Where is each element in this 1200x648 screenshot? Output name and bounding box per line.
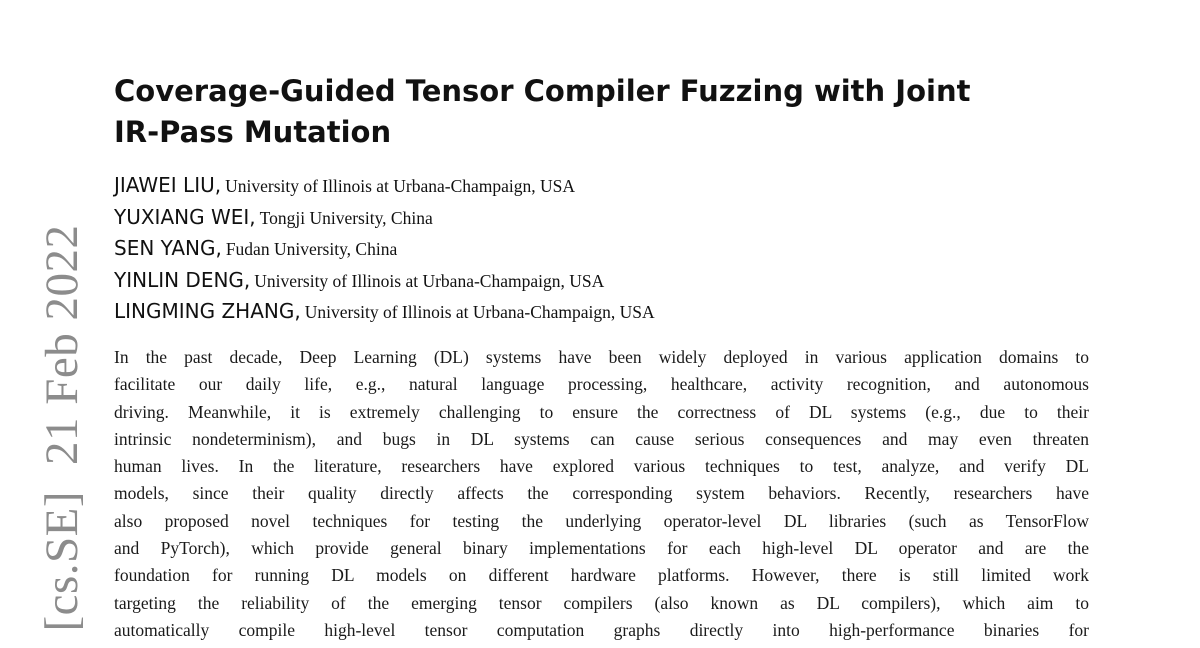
abstract-line: models, since their quality directly affects the corresponding system behaviors. Recently, researchers have <box>114 483 1089 504</box>
author-affiliation: Fudan University, China <box>225 239 398 260</box>
author-entry <box>114 296 655 328</box>
abstract-line: targeting the reliability of the emerging tensor compilers (also known as DL compilers), which aim to <box>114 592 1089 613</box>
abstract-line: foundation for running DL models on different hardware platforms. However, there is still limited work <box>114 565 1089 586</box>
abstract-line: In the past decade, Deep Learning (DL) systems have been widely deployed in various application domains to <box>114 347 1089 367</box>
author-affiliation: Tongji University, China <box>259 207 433 228</box>
author-entry <box>114 265 655 297</box>
author-affiliation: University of Illinois at Urbana-Champaign, USA <box>254 270 605 291</box>
title-line: IR-Pass Mutation <box>114 115 392 149</box>
paper-title <box>114 71 1014 153</box>
arxiv-category: [cs.SE] <box>36 490 88 632</box>
author-entry <box>114 202 655 234</box>
arxiv-date: 21 Feb 2022 <box>36 224 88 465</box>
author-name: LINGMING ZHANG, <box>114 299 301 324</box>
author-name: YUXIANG WEI, <box>114 204 256 229</box>
abstract-line: automatically compile high-level tensor computation graphs directly into high-performance binaries for <box>114 619 1089 640</box>
abstract-line: and PyTorch), which provide general binary implementations for each high-level DL operator and are the <box>114 538 1089 559</box>
author-list <box>114 170 655 328</box>
author-name: SEN YANG, <box>114 236 222 261</box>
abstract-line: intrinsic nondeterminism), and bugs in DL systems can cause serious consequences and may even threaten <box>114 428 1089 449</box>
title-line: Coverage-Guided Tensor Compiler Fuzzing with Joint <box>114 74 971 108</box>
abstract-line: also proposed novel techniques for testing the underlying operator-level DL libraries (such as TensorFlow <box>114 510 1089 531</box>
arxiv-stamp <box>35 224 89 631</box>
author-entry <box>114 170 655 202</box>
author-name: YINLIN DENG, <box>114 267 251 292</box>
abstract <box>114 344 1089 644</box>
abstract-line: driving. Meanwhile, it is extremely challenging to ensure the correctness of DL systems (e.g., due to their <box>114 401 1089 422</box>
author-name: JIAWEI LIU, <box>114 173 222 197</box>
author-entry <box>114 233 655 265</box>
abstract-line: human lives. In the literature, researchers have explored various techniques to test, analyze, and verify DL <box>114 456 1089 477</box>
abstract-line: facilitate our daily life, e.g., natural language processing, healthcare, activity recognition, and autonomous <box>114 374 1089 395</box>
author-affiliation: University of Illinois at Urbana-Champaign, USA <box>225 176 576 196</box>
author-affiliation: University of Illinois at Urbana-Champaign, USA <box>304 302 655 323</box>
